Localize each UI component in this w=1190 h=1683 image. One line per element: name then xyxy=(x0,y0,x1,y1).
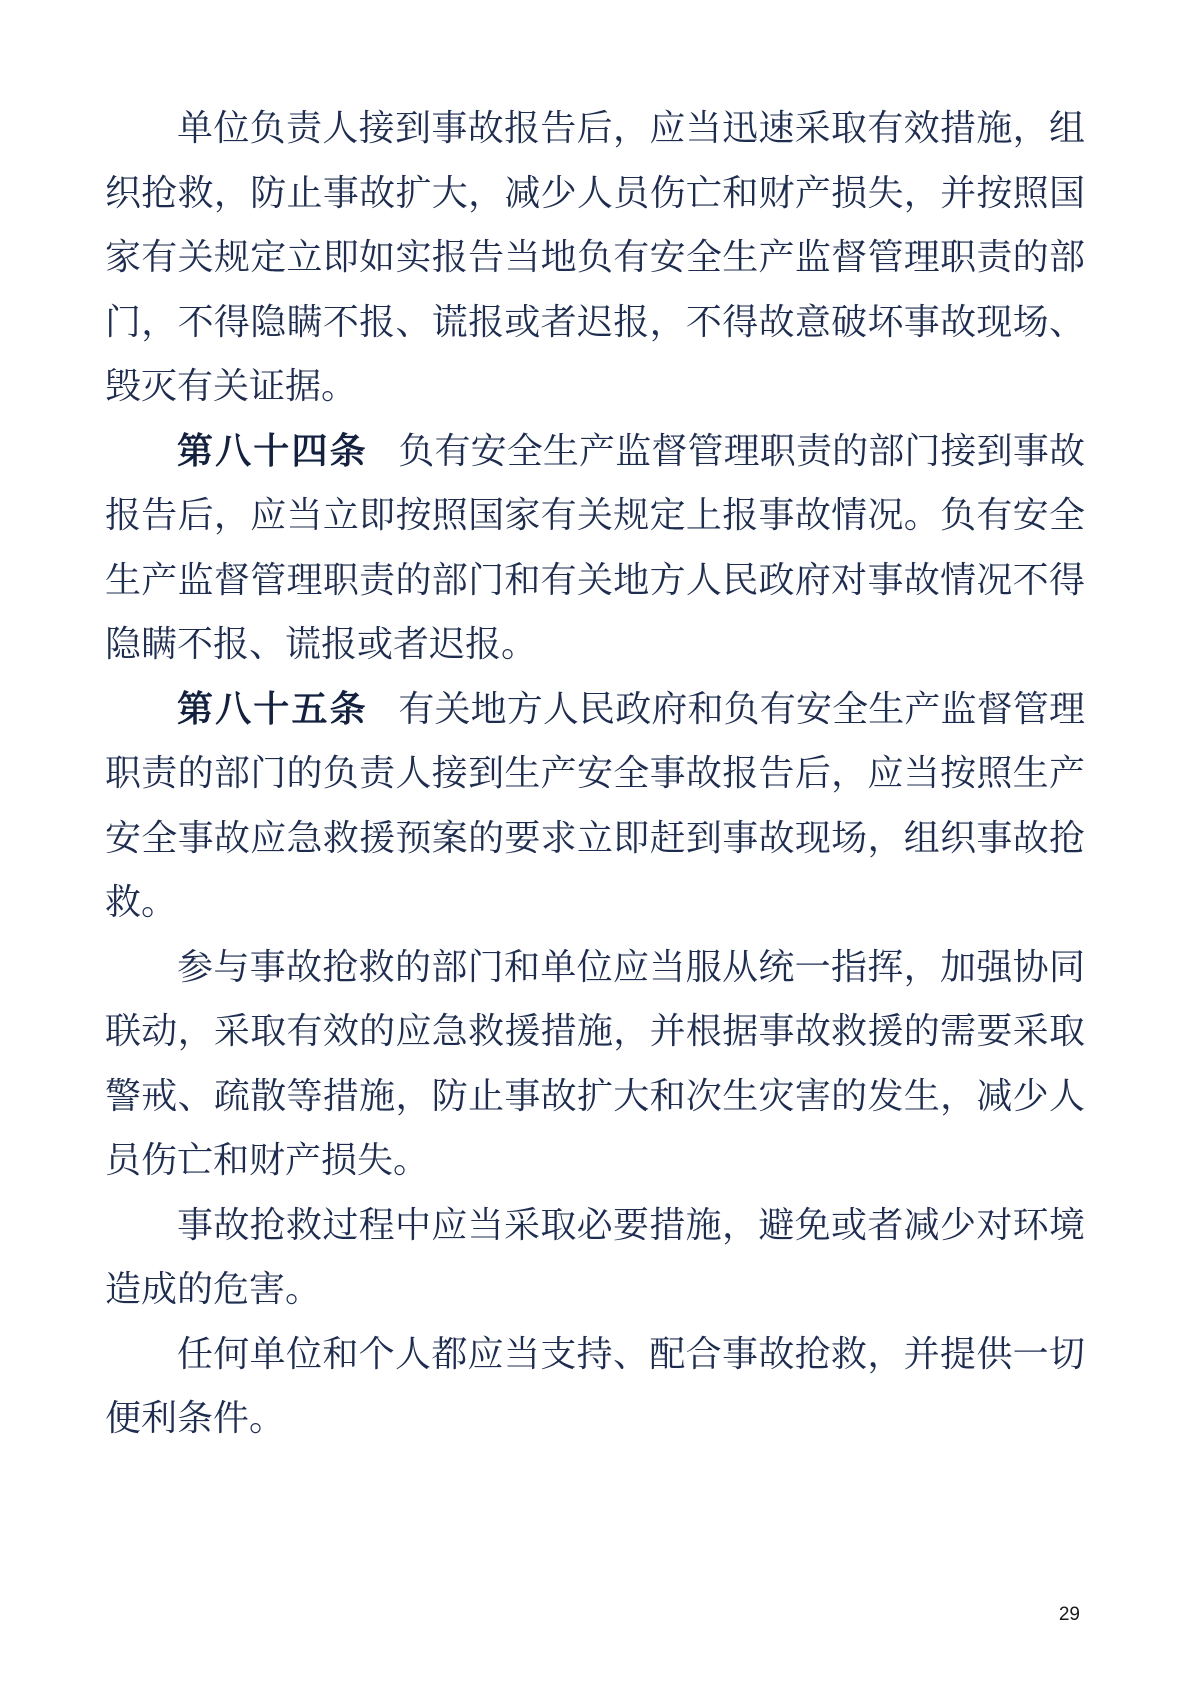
paragraph xyxy=(105,419,1085,677)
paragraph xyxy=(105,935,1085,1193)
document-body xyxy=(105,96,1085,1451)
paragraph-text: 有关地方人民政府和负有安全生产监督管理职责的部门的负责人接到生产安全事故报告后，应当按照生产安全事故应急救援预案的要求立即赶到事故现场，组织事故抢救。 xyxy=(105,688,1085,922)
article-number: 第八十四条 xyxy=(177,429,368,471)
page-number: 29 xyxy=(1058,1604,1080,1625)
article-number: 第八十五条 xyxy=(177,687,368,729)
paragraph-text: 参与事故抢救的部门和单位应当服从统一指挥，加强协同联动，采取有效的应急救援措施，并根据事故救援的需要采取警戒、疏散等措施，防止事故扩大和次生灾害的发生，减少人员伤亡和财产损失。 xyxy=(105,946,1085,1180)
paragraph-text: 任何单位和个人都应当支持、配合事故抢救，并提供一切便利条件。 xyxy=(105,1333,1085,1438)
paragraph xyxy=(105,1322,1085,1451)
paragraph xyxy=(105,677,1085,935)
paragraph-text: 负有安全生产监督管理职责的部门接到事故报告后，应当立即按照国家有关规定上报事故情况。负有安全生产监督管理职责的部门和有关地方人民政府对事故情况不得隐瞒不报、谎报或者迟报。 xyxy=(105,430,1085,664)
paragraph xyxy=(105,1193,1085,1322)
paragraph xyxy=(105,96,1085,419)
paragraph-text: 事故抢救过程中应当采取必要措施，避免或者减少对环境造成的危害。 xyxy=(105,1204,1085,1309)
paragraph-text: 单位负责人接到事故报告后，应当迅速采取有效措施，组织抢救，防止事故扩大，减少人员伤亡和财产损失，并按照国家有关规定立即如实报告当地负有安全生产监督管理职责的部门，不得隐瞒不报、谎报或者迟报，不得故意破坏事故现场、毁灭有关证据。 xyxy=(105,108,1085,406)
